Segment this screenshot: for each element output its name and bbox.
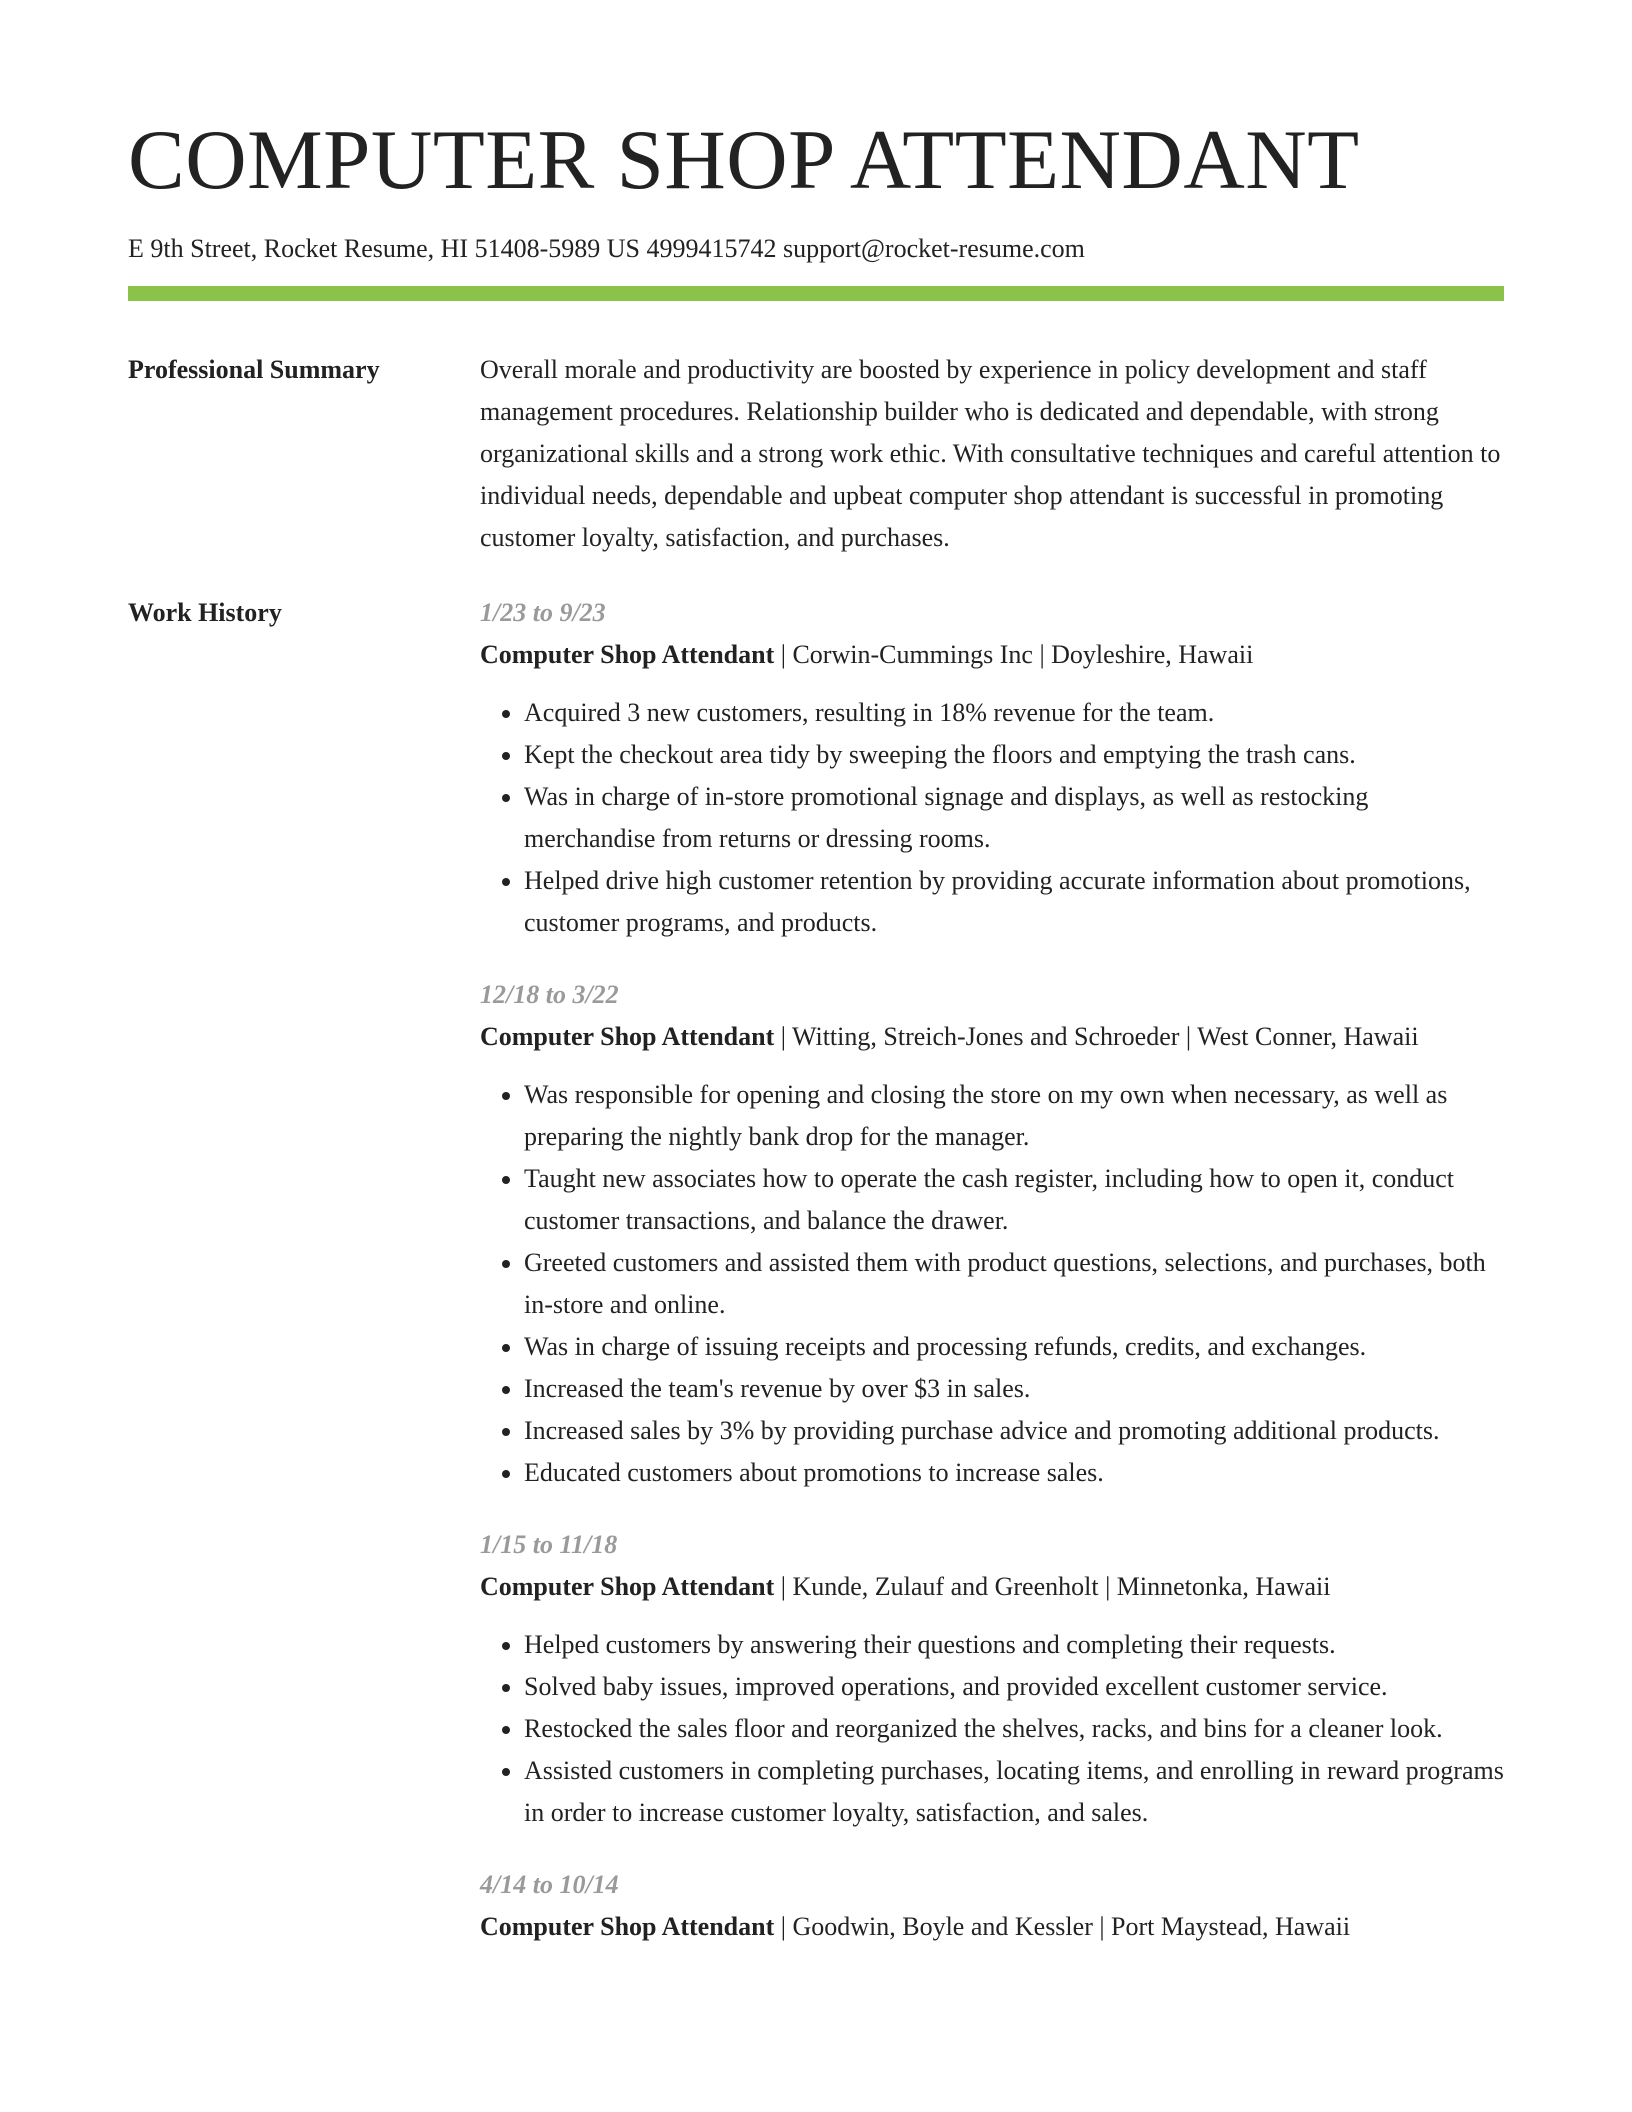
job-bullet: • Kept the checkout area tidy by sweeping the floors and emptying the trash cans. xyxy=(524,734,1504,776)
work-history-heading: Work History xyxy=(128,598,282,627)
job-bullet: • Educated customers about promotions to increase sales. xyxy=(524,1452,1504,1494)
accent-divider xyxy=(128,286,1504,301)
job-company-location: | Witting, Streich-Jones and Schroeder | West Conner, Hawaii xyxy=(774,1022,1419,1051)
job-company-location: | Kunde, Zulauf and Greenholt | Minnetonka, Hawaii xyxy=(774,1572,1331,1601)
job-bullet: • Was in charge of in-store promotional signage and displays, as well as restocking merchandise from returns or dressing rooms. xyxy=(524,776,1504,860)
job-dates: 1/15 to 11/18 xyxy=(480,1530,618,1559)
job-title: Computer Shop Attendant xyxy=(480,640,775,669)
job-bullet: • Increased the team's revenue by over $3 in sales. xyxy=(524,1368,1504,1410)
job-bullet: • Acquired 3 new customers, resulting in 18% revenue for the team. xyxy=(524,692,1504,734)
job-bullet: • Helped customers by answering their questions and completing their requests. xyxy=(524,1624,1504,1666)
job-entry xyxy=(480,1864,1504,1948)
job-company-location: | Goodwin, Boyle and Kessler | Port Maystead, Hawaii xyxy=(774,1912,1351,1941)
job-heading xyxy=(480,1566,1504,1608)
work-history-section xyxy=(480,592,1504,1978)
job-bullet: • Was responsible for opening and closing the store on my own when necessary, as well as preparing the nightly bank drop for the manager. xyxy=(524,1074,1504,1158)
job-bullet: • Increased sales by 3% by providing purchase advice and promoting additional products. xyxy=(524,1410,1504,1452)
job-company-location: | Corwin-Cummings Inc | Doyleshire, Hawaii xyxy=(774,640,1254,669)
job-dates: 4/14 to 10/14 xyxy=(480,1870,619,1899)
job-bullet: • Greeted customers and assisted them with product questions, selections, and purchases, both in-store and online. xyxy=(524,1242,1504,1326)
job-bullet: • Restocked the sales floor and reorganized the shelves, racks, and bins for a cleaner look. xyxy=(524,1708,1504,1750)
summary-text: Overall morale and productivity are boosted by experience in policy development and staff management procedures. Relationship builder who is dedicated and dependable, with strong organizational skills and a strong work ethic. With consultative techniques and careful attention to individual needs, dependable and upbeat computer shop attendant is successful in promoting customer loyalty, satisfaction, and purchases. xyxy=(480,355,1501,552)
job-title: Computer Shop Attendant xyxy=(480,1912,775,1941)
summary-section xyxy=(480,349,1504,559)
job-bullet-list xyxy=(480,692,1504,944)
job-entry xyxy=(480,974,1504,1494)
job-title: Computer Shop Attendant xyxy=(480,1572,775,1601)
resume-title: COMPUTER SHOP ATTENDANT xyxy=(128,113,1360,207)
summary-heading: Professional Summary xyxy=(128,355,380,384)
job-bullet: • Assisted customers in completing purchases, locating items, and enrolling in reward programs in order to increase customer loyalty, satisfaction, and sales. xyxy=(524,1750,1504,1834)
job-bullet-list xyxy=(480,1074,1504,1494)
job-title: Computer Shop Attendant xyxy=(480,1022,775,1051)
job-bullet: • Was in charge of issuing receipts and processing refunds, credits, and exchanges. xyxy=(524,1326,1504,1368)
contact-line: E 9th Street, Rocket Resume, HI 51408-5989 US 4999415742 support@rocket-resume.com xyxy=(128,234,1085,263)
job-entry xyxy=(480,1524,1504,1834)
job-bullet: • Solved baby issues, improved operations, and provided excellent customer service. xyxy=(524,1666,1504,1708)
job-heading xyxy=(480,1906,1504,1948)
job-dates: 12/18 to 3/22 xyxy=(480,980,619,1009)
job-heading xyxy=(480,634,1504,676)
job-bullet-list xyxy=(480,1624,1504,1834)
job-entry xyxy=(480,592,1504,944)
job-heading xyxy=(480,1016,1504,1058)
job-dates: 1/23 to 9/23 xyxy=(480,598,606,627)
job-bullet: • Taught new associates how to operate the cash register, including how to open it, conduct customer transactions, and balance the drawer. xyxy=(524,1158,1504,1242)
job-bullet: • Helped drive high customer retention by providing accurate information about promotions, customer programs, and products. xyxy=(524,860,1504,944)
